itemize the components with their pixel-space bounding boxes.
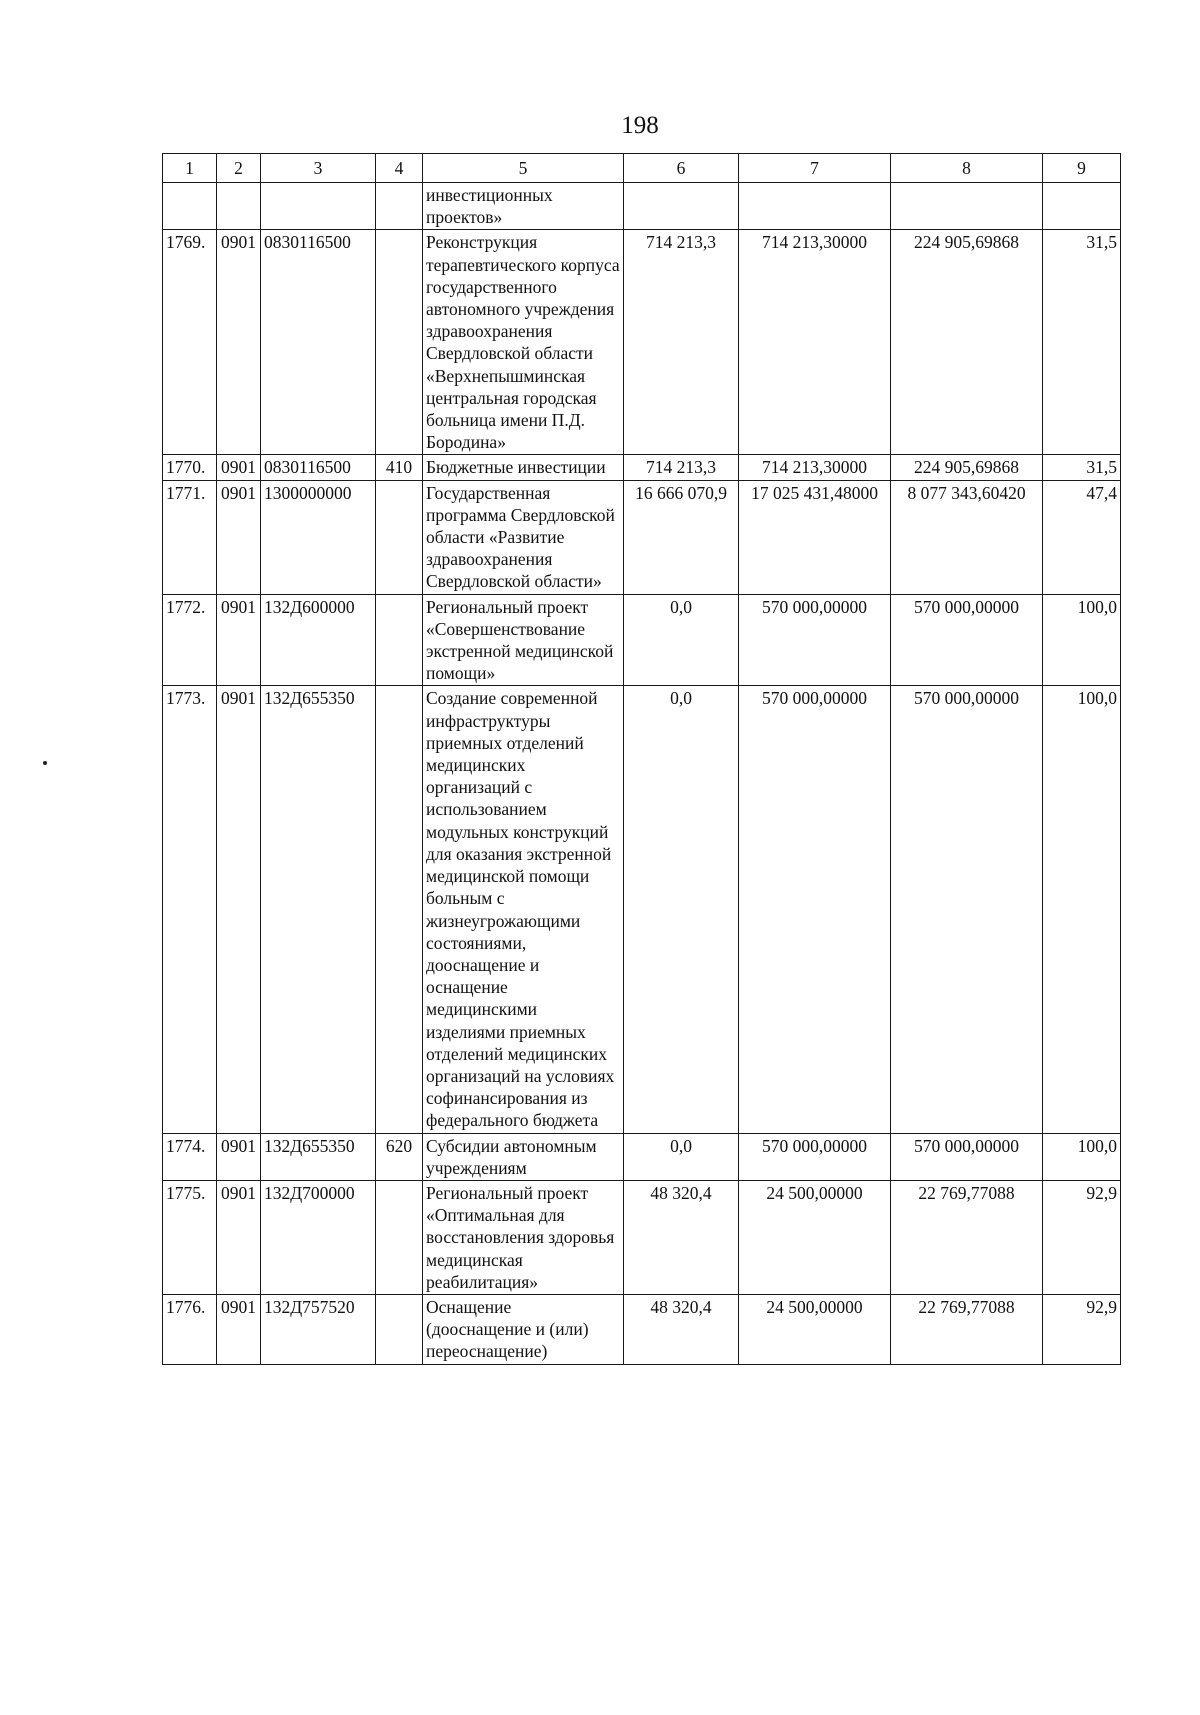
section-code-cell: 0901: [217, 686, 261, 1133]
header-col-9: 9: [1043, 154, 1121, 183]
expense-type-cell: [376, 1294, 423, 1364]
row-number-cell: [163, 183, 217, 230]
target-article-cell: 132Д757520: [261, 1294, 376, 1364]
execution-percent-cell: 100,0: [1043, 686, 1121, 1133]
row-number-cell: 1776.: [163, 1294, 217, 1364]
table-row: [163, 594, 1121, 686]
scan-artifact-dot: [43, 761, 47, 765]
target-article-cell: [261, 183, 376, 230]
execution-percent-cell: [1043, 183, 1121, 230]
table-header: [163, 154, 1121, 183]
table-row: [163, 455, 1121, 480]
name-cell: инвестиционных проектов»: [423, 183, 624, 230]
table-body: [163, 183, 1121, 1365]
expense-type-cell: [376, 594, 423, 686]
expense-type-cell: [376, 1180, 423, 1294]
row-number-cell: 1770.: [163, 455, 217, 480]
execution-percent-cell: 100,0: [1043, 1133, 1121, 1180]
name-cell: Субсидии автономным учреждениям: [423, 1133, 624, 1180]
table-row: [163, 1294, 1121, 1364]
header-row: [163, 154, 1121, 183]
execution-percent-cell: 92,9: [1043, 1180, 1121, 1294]
row-number-cell: 1773.: [163, 686, 217, 1133]
executed-amount-cell: 224 905,69868: [891, 230, 1043, 455]
expense-type-cell: [376, 480, 423, 594]
approved-amount-cell: 0,0: [624, 686, 739, 1133]
target-article-cell: 132Д655350: [261, 686, 376, 1133]
execution-percent-cell: 31,5: [1043, 455, 1121, 480]
expense-type-cell: [376, 183, 423, 230]
planned-amount-cell: [739, 183, 891, 230]
target-article-cell: 132Д600000: [261, 594, 376, 686]
header-col-2: 2: [217, 154, 261, 183]
table-row: [163, 686, 1121, 1133]
name-cell: Бюджетные инвестиции: [423, 455, 624, 480]
name-cell: Государственная программа Свердловской области «Развитие здравоохранения Свердловской области»: [423, 480, 624, 594]
row-number-cell: 1769.: [163, 230, 217, 455]
approved-amount-cell: 714 213,3: [624, 455, 739, 480]
planned-amount-cell: 570 000,00000: [739, 594, 891, 686]
target-article-cell: 132Д700000: [261, 1180, 376, 1294]
target-article-cell: 0830116500: [261, 230, 376, 455]
approved-amount-cell: 48 320,4: [624, 1294, 739, 1364]
executed-amount-cell: 8 077 343,60420: [891, 480, 1043, 594]
execution-percent-cell: 47,4: [1043, 480, 1121, 594]
executed-amount-cell: 22 769,77088: [891, 1294, 1043, 1364]
header-col-1: 1: [163, 154, 217, 183]
expense-type-cell: 410: [376, 455, 423, 480]
header-col-3: 3: [261, 154, 376, 183]
header-col-5: 5: [423, 154, 624, 183]
target-article-cell: 132Д655350: [261, 1133, 376, 1180]
executed-amount-cell: 22 769,77088: [891, 1180, 1043, 1294]
table-row: [163, 183, 1121, 230]
expense-type-cell: [376, 230, 423, 455]
name-cell: Региональный проект «Оптимальная для восстановления здоровья медицинская реабилитация»: [423, 1180, 624, 1294]
budget-table: [162, 153, 1121, 1365]
table-row: [163, 1180, 1121, 1294]
planned-amount-cell: 570 000,00000: [739, 1133, 891, 1180]
section-code-cell: 0901: [217, 480, 261, 594]
expense-type-cell: 620: [376, 1133, 423, 1180]
row-number-cell: 1774.: [163, 1133, 217, 1180]
expense-type-cell: [376, 686, 423, 1133]
section-code-cell: 0901: [217, 1133, 261, 1180]
header-col-6: 6: [624, 154, 739, 183]
row-number-cell: 1775.: [163, 1180, 217, 1294]
execution-percent-cell: 92,9: [1043, 1294, 1121, 1364]
executed-amount-cell: 224 905,69868: [891, 455, 1043, 480]
section-code-cell: 0901: [217, 230, 261, 455]
section-code-cell: 0901: [217, 455, 261, 480]
executed-amount-cell: 570 000,00000: [891, 1133, 1043, 1180]
section-code-cell: [217, 183, 261, 230]
table-row: [163, 230, 1121, 455]
execution-percent-cell: 31,5: [1043, 230, 1121, 455]
executed-amount-cell: 570 000,00000: [891, 686, 1043, 1133]
planned-amount-cell: 714 213,30000: [739, 455, 891, 480]
name-cell: Региональный проект «Совершенствование экстренной медицинской помощи»: [423, 594, 624, 686]
approved-amount-cell: 16 666 070,9: [624, 480, 739, 594]
header-col-8: 8: [891, 154, 1043, 183]
target-article-cell: 1300000000: [261, 480, 376, 594]
executed-amount-cell: [891, 183, 1043, 230]
planned-amount-cell: 17 025 431,48000: [739, 480, 891, 594]
planned-amount-cell: 24 500,00000: [739, 1294, 891, 1364]
approved-amount-cell: 48 320,4: [624, 1180, 739, 1294]
execution-percent-cell: 100,0: [1043, 594, 1121, 686]
planned-amount-cell: 24 500,00000: [739, 1180, 891, 1294]
executed-amount-cell: 570 000,00000: [891, 594, 1043, 686]
page-number: 198: [621, 112, 659, 139]
table-row: [163, 480, 1121, 594]
approved-amount-cell: 714 213,3: [624, 230, 739, 455]
header-col-7: 7: [739, 154, 891, 183]
row-number-cell: 1771.: [163, 480, 217, 594]
section-code-cell: 0901: [217, 594, 261, 686]
row-number-cell: 1772.: [163, 594, 217, 686]
name-cell: Создание современной инфраструктуры приемных отделений медицинских организаций с использованием модульных конструкций для оказания экстренной медицинской помощи больным с жизнеугрожающими состояниями, дооснащение и оснащение медицинскими изделиями приемных отделений медицинских организаций на условиях софинансирования из федерального бюджета: [423, 686, 624, 1133]
section-code-cell: 0901: [217, 1180, 261, 1294]
planned-amount-cell: 570 000,00000: [739, 686, 891, 1133]
approved-amount-cell: 0,0: [624, 594, 739, 686]
planned-amount-cell: 714 213,30000: [739, 230, 891, 455]
approved-amount-cell: [624, 183, 739, 230]
name-cell: Оснащение (дооснащение и (или) переоснащение): [423, 1294, 624, 1364]
name-cell: Реконструкция терапевтического корпуса государственного автономного учреждения здравоохранения Свердловской области «Верхнепышминская центральная городская больница имени П.Д. Бородина»: [423, 230, 624, 455]
table-row: [163, 1133, 1121, 1180]
section-code-cell: 0901: [217, 1294, 261, 1364]
target-article-cell: 0830116500: [261, 455, 376, 480]
header-col-4: 4: [376, 154, 423, 183]
approved-amount-cell: 0,0: [624, 1133, 739, 1180]
